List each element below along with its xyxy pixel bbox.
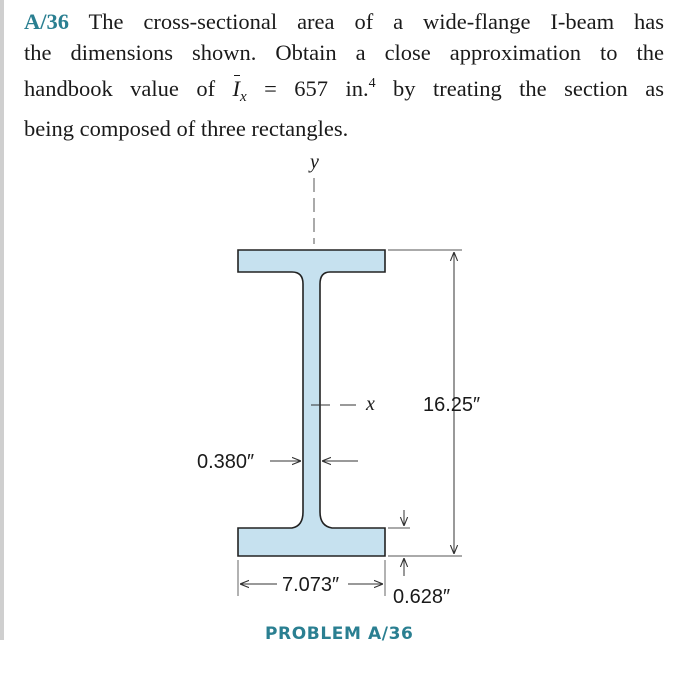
problem-text-line-4: being composed of three rectangles. (24, 116, 349, 141)
y-axis-label: y (310, 151, 319, 173)
problem-number: A/36 (24, 9, 69, 34)
moment-of-inertia-symbol: I (233, 73, 241, 104)
flange-width-label: 7.073″ (282, 574, 340, 596)
problem-text-line-1: The cross-sectional area of a wide-flange I-beam has (88, 9, 665, 34)
flange-thk-label: 0.628″ (393, 586, 451, 608)
moment-subscript: x (240, 89, 247, 105)
problem-text-line-3-post: by treating the section as (375, 76, 664, 101)
height-dim-label: 16.25″ (423, 394, 481, 416)
web-dim-label: 0.380″ (197, 451, 255, 473)
moment-value: = 657 in. (246, 76, 369, 101)
x-axis-label: x (366, 393, 375, 415)
problem-text-line-3-pre: handbook value of (24, 76, 216, 101)
moment-unit-exponent: 4 (368, 76, 376, 91)
problem-text-line-2: the dimensions shown. Obtain a close approximation to the (24, 40, 664, 65)
figure-caption: PROBLEM A/36 (265, 624, 414, 644)
i-beam-section (238, 250, 385, 556)
